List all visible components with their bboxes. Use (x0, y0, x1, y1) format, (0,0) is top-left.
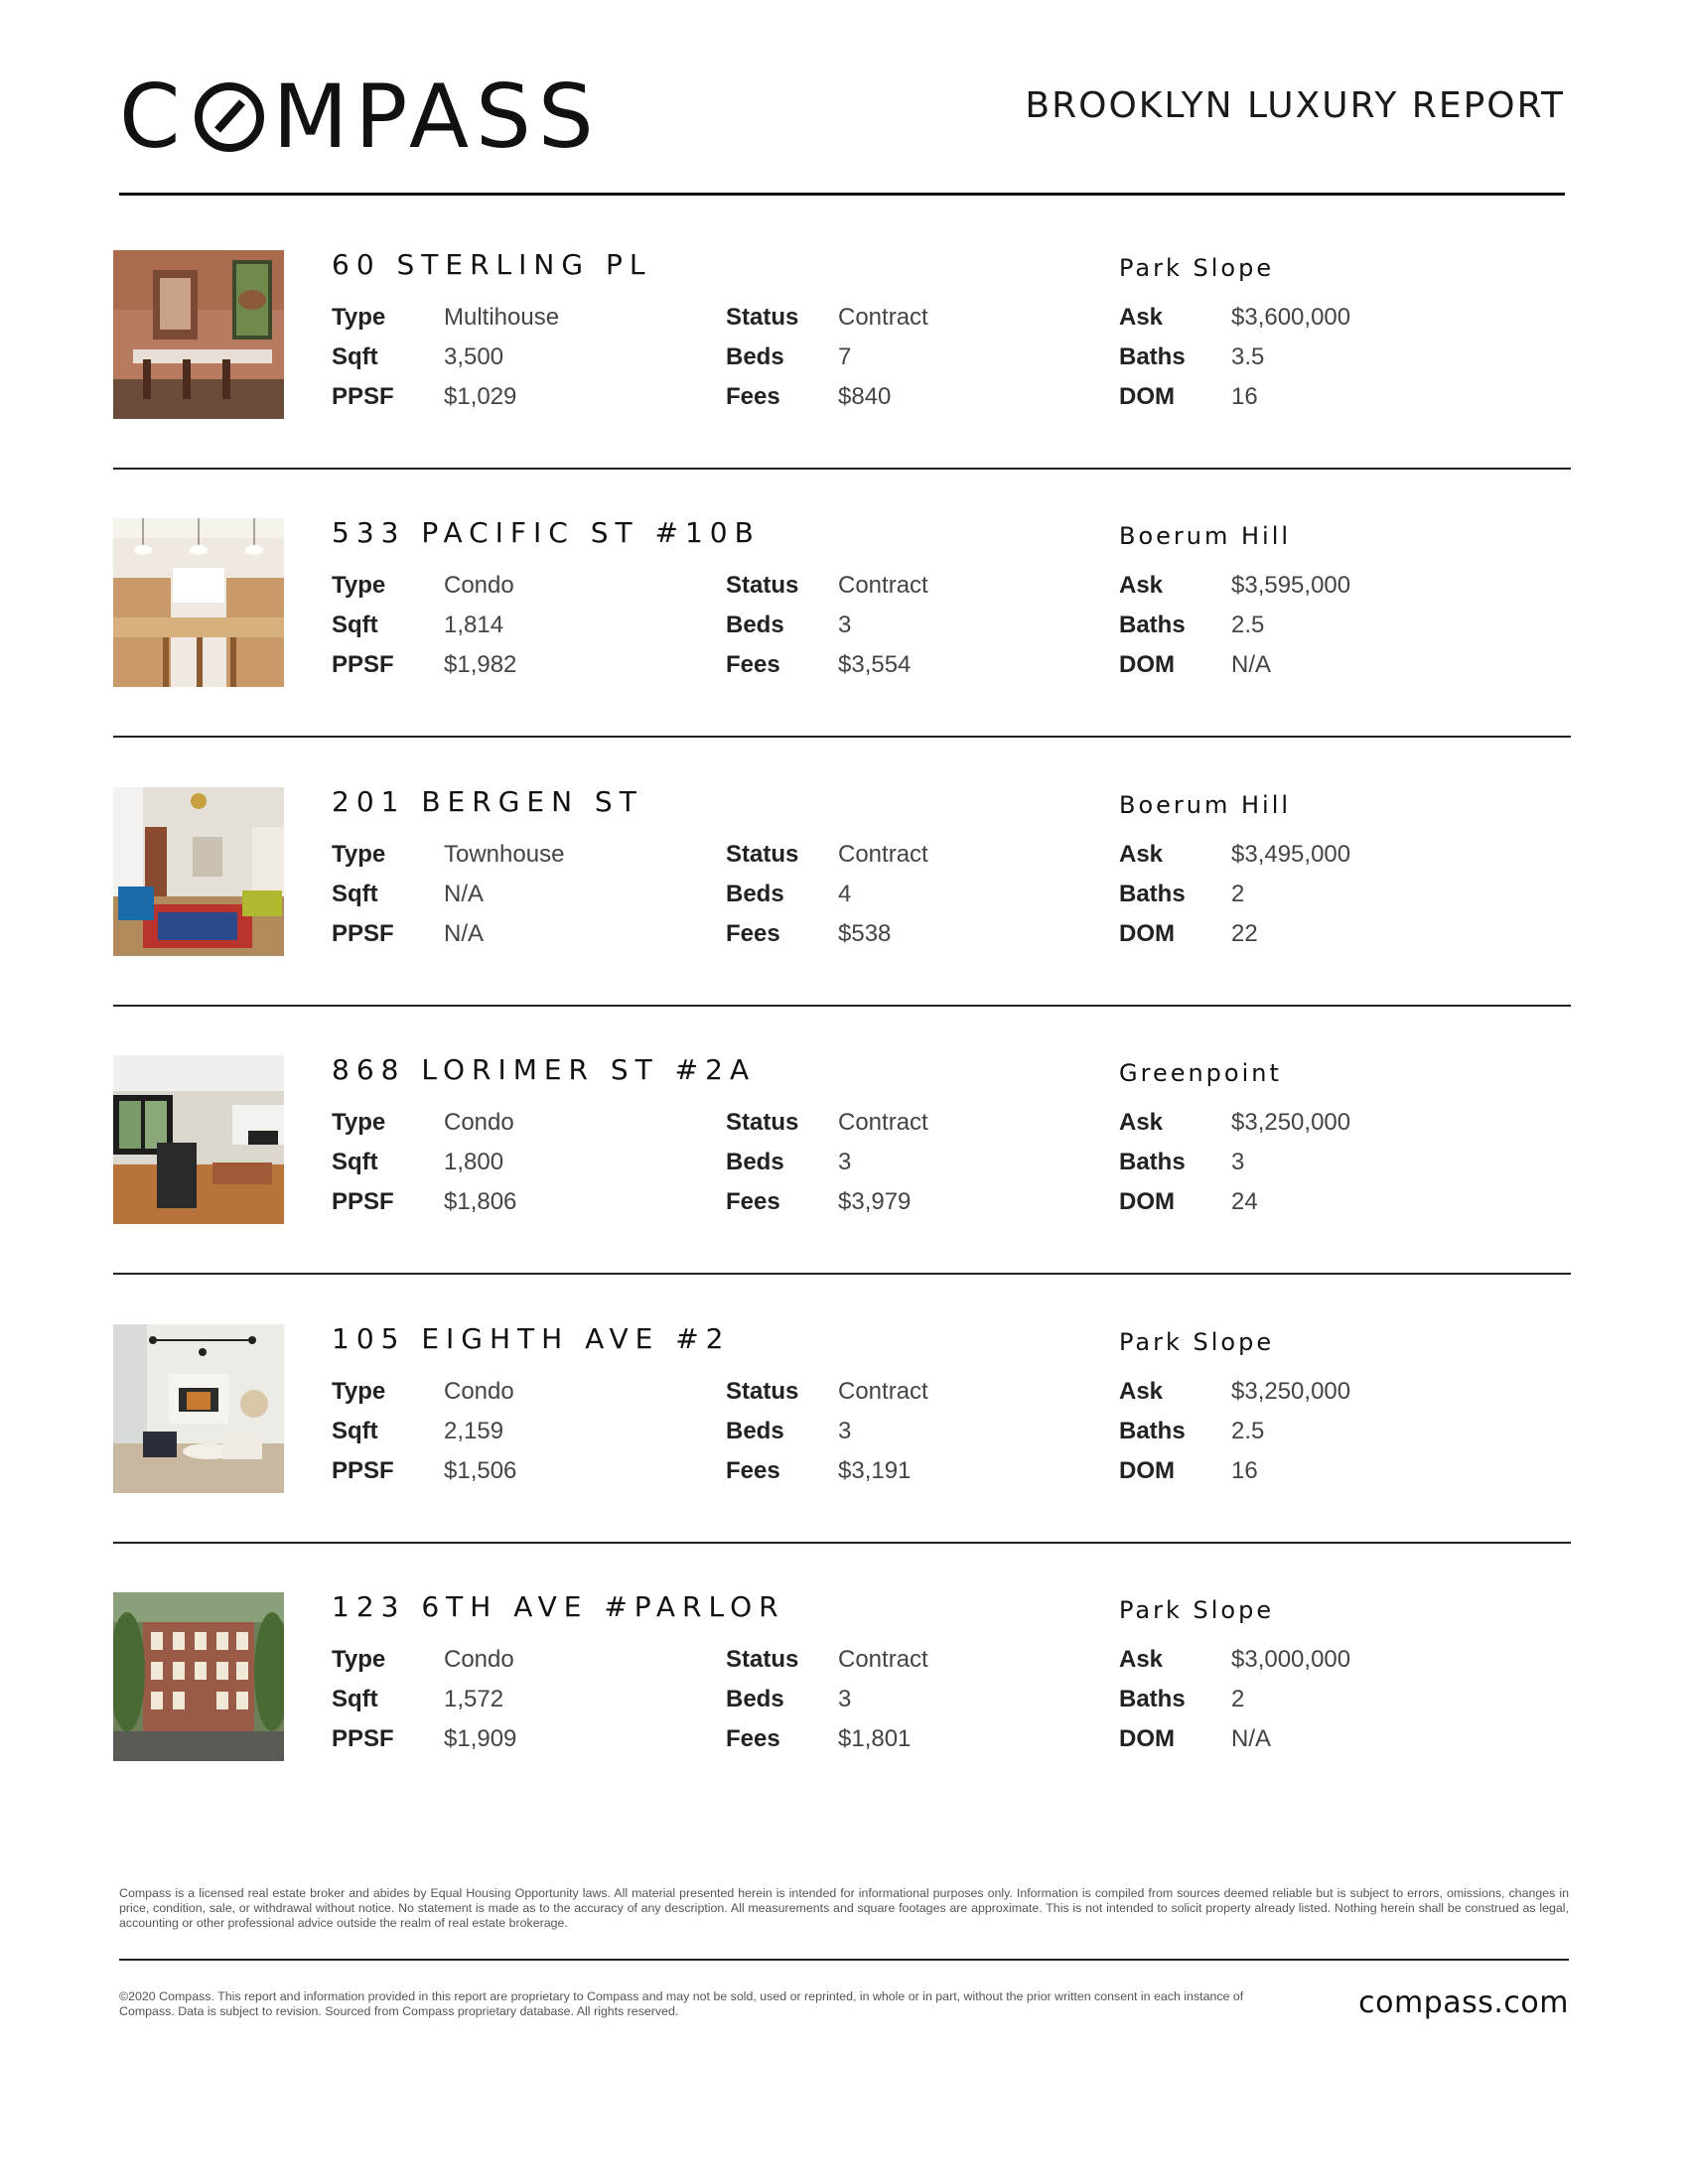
sqft-value: 2,159 (444, 1418, 504, 1444)
listing-address[interactable]: 868 LORIMER ST #2A (332, 1053, 757, 1086)
ask-label: Ask (1119, 1109, 1164, 1136)
type-label: Type (332, 1109, 386, 1136)
listing-photo[interactable] (113, 250, 284, 419)
type-label: Type (332, 572, 386, 599)
listing-photo[interactable] (113, 1592, 284, 1761)
ppsf-value: $1,982 (444, 651, 517, 678)
fees-value: $3,554 (838, 651, 912, 678)
ppsf-value: N/A (444, 920, 485, 947)
listing-divider (113, 1542, 1571, 1544)
ask-value: $3,595,000 (1231, 572, 1351, 599)
ask-value: $3,250,000 (1231, 1109, 1351, 1136)
beds-label: Beds (726, 612, 784, 638)
listing-photo[interactable] (113, 1055, 284, 1224)
baths-label: Baths (1119, 1418, 1186, 1444)
ppsf-label: PPSF (332, 1725, 394, 1752)
dom-value: N/A (1231, 1725, 1272, 1752)
listing-neighborhood: Greenpoint (1119, 1059, 1282, 1087)
sqft-label: Sqft (332, 343, 378, 370)
type-label: Type (332, 1378, 386, 1405)
fees-value: $840 (838, 383, 892, 410)
ask-value: $3,600,000 (1231, 304, 1351, 331)
ask-label: Ask (1119, 1646, 1164, 1673)
baths-label: Baths (1119, 881, 1186, 907)
ppsf-label: PPSF (332, 920, 394, 947)
dom-value: 22 (1231, 920, 1258, 947)
listing-card (113, 518, 1571, 786)
fees-value: $538 (838, 920, 892, 947)
sqft-label: Sqft (332, 1418, 378, 1444)
dom-value: 16 (1231, 1457, 1258, 1484)
sqft-value: 1,800 (444, 1149, 504, 1175)
ask-value: $3,495,000 (1231, 841, 1351, 868)
status-value: Contract (838, 1646, 928, 1673)
baths-value: 2 (1231, 881, 1245, 907)
type-label: Type (332, 304, 386, 331)
sqft-label: Sqft (332, 1149, 378, 1175)
sqft-value: 3,500 (444, 343, 504, 370)
dom-label: DOM (1119, 1457, 1175, 1484)
ppsf-label: PPSF (332, 383, 394, 410)
baths-value: 2.5 (1231, 1418, 1265, 1444)
dom-label: DOM (1119, 383, 1175, 410)
listing-divider (113, 736, 1571, 738)
status-label: Status (726, 1646, 799, 1673)
ppsf-value: $1,806 (444, 1188, 517, 1215)
status-label: Status (726, 841, 799, 868)
beds-value: 3 (838, 1686, 852, 1712)
status-value: Contract (838, 304, 928, 331)
listing-neighborhood: Park Slope (1119, 1328, 1275, 1356)
listing-address[interactable]: 201 BERGEN ST (332, 785, 643, 818)
ask-label: Ask (1119, 1378, 1164, 1405)
type-label: Type (332, 841, 386, 868)
type-label: Type (332, 1646, 386, 1673)
ppsf-value: $1,909 (444, 1725, 517, 1752)
report-title: BROOKLYN LUXURY REPORT (1025, 85, 1565, 126)
ppsf-label: PPSF (332, 1457, 394, 1484)
status-value: Contract (838, 1109, 928, 1136)
type-value: Condo (444, 1378, 514, 1405)
type-value: Townhouse (444, 841, 565, 868)
listing-card (113, 250, 1571, 518)
fees-value: $3,979 (838, 1188, 912, 1215)
beds-label: Beds (726, 1686, 784, 1712)
ask-label: Ask (1119, 572, 1164, 599)
listing-neighborhood: Boerum Hill (1119, 791, 1292, 819)
fees-label: Fees (726, 1725, 780, 1752)
fees-label: Fees (726, 651, 780, 678)
compass-logo (119, 66, 601, 168)
beds-value: 3 (838, 1418, 852, 1444)
listing-address[interactable]: 105 EIGHTH AVE #2 (332, 1322, 731, 1355)
dom-value: N/A (1231, 651, 1272, 678)
ppsf-label: PPSF (332, 1188, 394, 1215)
type-value: Condo (444, 572, 514, 599)
beds-label: Beds (726, 881, 784, 907)
beds-value: 4 (838, 881, 852, 907)
dom-value: 24 (1231, 1188, 1258, 1215)
beds-label: Beds (726, 1418, 784, 1444)
listing-photo[interactable] (113, 518, 284, 687)
logo-letter-c: C (119, 66, 188, 168)
ask-value: $3,000,000 (1231, 1646, 1351, 1673)
listing-divider (113, 1273, 1571, 1275)
baths-value: 2 (1231, 1686, 1245, 1712)
sqft-label: Sqft (332, 881, 378, 907)
beds-value: 3 (838, 612, 852, 638)
type-value: Condo (444, 1109, 514, 1136)
sqft-value: 1,572 (444, 1686, 504, 1712)
dom-value: 16 (1231, 383, 1258, 410)
baths-value: 3 (1231, 1149, 1245, 1175)
sqft-label: Sqft (332, 612, 378, 638)
website-link[interactable]: compass.com (1358, 1985, 1569, 2020)
fees-label: Fees (726, 1457, 780, 1484)
ask-label: Ask (1119, 304, 1164, 331)
listing-neighborhood: Boerum Hill (1119, 522, 1292, 550)
fees-label: Fees (726, 920, 780, 947)
listing-card (113, 787, 1571, 1055)
listing-divider (113, 468, 1571, 470)
listing-address[interactable]: 60 STERLING PL (332, 248, 652, 281)
type-value: Multihouse (444, 304, 560, 331)
listing-card (113, 1592, 1571, 1860)
sqft-label: Sqft (332, 1686, 378, 1712)
dom-label: DOM (1119, 1188, 1175, 1215)
ppsf-value: $1,029 (444, 383, 517, 410)
ask-label: Ask (1119, 841, 1164, 868)
baths-value: 2.5 (1231, 612, 1265, 638)
header-divider (119, 193, 1565, 196)
status-value: Contract (838, 572, 928, 599)
beds-value: 7 (838, 343, 852, 370)
status-value: Contract (838, 841, 928, 868)
fees-value: $3,191 (838, 1457, 912, 1484)
beds-label: Beds (726, 343, 784, 370)
listing-address[interactable]: 533 PACIFIC ST #10B (332, 516, 761, 549)
dom-label: DOM (1119, 1725, 1175, 1752)
type-value: Condo (444, 1646, 514, 1673)
listing-card (113, 1055, 1571, 1323)
status-label: Status (726, 1109, 799, 1136)
legal-disclaimer: Compass is a licensed real estate broker and abides by Equal Housing Opportunity laws. All material presented herein is intended for informational purposes only. Information is compiled from sources deemed reliable but is subject to errors, omissions, changes in price, condition, sale, or withdrawal without notice. No statement is made as to the accuracy of any description. All measurements and square footages are approximate. This is not intended to solicit property already listed. Nothing herein shall be construed as legal, accounting or other professional advice outside the realm of real estate brokerage. (119, 1886, 1569, 1930)
sqft-value: N/A (444, 881, 485, 907)
footer-divider (119, 1959, 1569, 1961)
ppsf-value: $1,506 (444, 1457, 517, 1484)
dom-label: DOM (1119, 920, 1175, 947)
listing-photo[interactable] (113, 787, 284, 956)
report-header (119, 66, 1565, 168)
fees-value: $1,801 (838, 1725, 912, 1752)
compass-o-icon (193, 80, 266, 154)
ask-value: $3,250,000 (1231, 1378, 1351, 1405)
copyright-notice: ©2020 Compass. This report and information provided in this report are proprietary to Compass and may not be sold, used or reprinted, in whole or in part, without the prior written consent in each instance of Compass. Data is subject to revision. Sourced from Compass proprietary database. All rights reserved. (119, 1989, 1244, 2018)
ppsf-label: PPSF (332, 651, 394, 678)
status-label: Status (726, 304, 799, 331)
status-label: Status (726, 1378, 799, 1405)
beds-value: 3 (838, 1149, 852, 1175)
listing-photo[interactable] (113, 1324, 284, 1493)
baths-label: Baths (1119, 1149, 1186, 1175)
logo-letters-mpass: MPASS (272, 66, 601, 168)
status-value: Contract (838, 1378, 928, 1405)
listing-neighborhood: Park Slope (1119, 254, 1275, 282)
beds-label: Beds (726, 1149, 784, 1175)
listing-divider (113, 1005, 1571, 1007)
sqft-value: 1,814 (444, 612, 504, 638)
fees-label: Fees (726, 1188, 780, 1215)
baths-label: Baths (1119, 1686, 1186, 1712)
baths-value: 3.5 (1231, 343, 1265, 370)
fees-label: Fees (726, 383, 780, 410)
status-label: Status (726, 572, 799, 599)
baths-label: Baths (1119, 343, 1186, 370)
listing-neighborhood: Park Slope (1119, 1596, 1275, 1624)
listing-card (113, 1324, 1571, 1592)
listing-address[interactable]: 123 6TH AVE #PARLOR (332, 1590, 785, 1623)
baths-label: Baths (1119, 612, 1186, 638)
dom-label: DOM (1119, 651, 1175, 678)
